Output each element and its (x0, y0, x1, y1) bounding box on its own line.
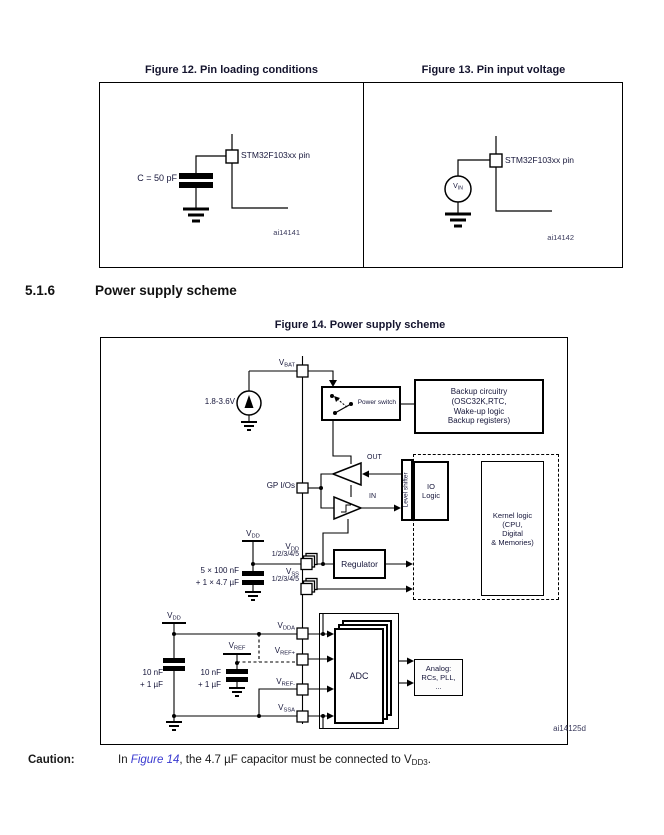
adc-box: ADC (334, 628, 384, 724)
decoupling-caps-label-2: + 1 × 4.7 µF (195, 578, 239, 587)
capacitor (163, 571, 264, 682)
io-buffers (333, 463, 361, 519)
vdda-label: $V_{DDA}$ (277, 621, 295, 632)
vref-rail-label: $V_{REF}$ (228, 641, 246, 652)
regulator-box: Regulator (333, 549, 386, 579)
vrefp-label: $V_{REF+}$ (274, 646, 295, 657)
vdd-rail-label: $V_{DD}$ (246, 529, 260, 540)
ground-icon (183, 209, 209, 221)
vin-label: $V_{IN}$ (453, 183, 463, 192)
cap-b-label-2: + 1 µF (197, 680, 221, 689)
rail-bars (162, 541, 264, 654)
pin-label: STM32F103xx pin (505, 155, 574, 165)
caution-text: In Figure 14, the 4.7 µF capacitor must be connected to $V_{DD3}$. (118, 754, 431, 767)
backup-circuitry-box: Backup circuitry (OSC32K,RTC, Wake-up logic Backup registers) (414, 379, 544, 434)
vrefm-label: $V_{REF-}$ (276, 677, 295, 688)
section-title: Power supply scheme (95, 283, 237, 298)
vdd-rail2-label: $V_{DD}$ (167, 611, 181, 622)
figure14-frame (100, 337, 586, 745)
source-voltage-label: 1.8-3.6V (204, 397, 235, 406)
wires (196, 134, 288, 209)
out-label: OUT (367, 454, 382, 461)
figure13-frame (364, 82, 623, 268)
caution-label: Caution: (28, 754, 75, 766)
figure12-tag: ai14141 (273, 228, 300, 237)
figure14-link[interactable]: Figure 14 (130, 754, 180, 766)
ground-icon (445, 214, 471, 226)
vbat-label: $V_{BAT}$ (278, 358, 295, 369)
power-switch-label: Power switch (357, 399, 396, 406)
figure13-circuit (364, 83, 621, 267)
figure14-title: Figure 14. Power supply scheme (274, 319, 446, 331)
figure13-title: Figure 13. Pin input voltage (421, 64, 566, 76)
vdd-pin-label: $V_{DD}$ (285, 542, 299, 553)
cap-a-label-1: 10 nF (142, 668, 163, 677)
decoupling-caps-label-1: 5 × 100 nF (200, 566, 239, 575)
section-number: 5.1.6 (25, 283, 56, 298)
analog-box: Analog: RCs, PLL, ... (414, 659, 463, 696)
figure12-frame (99, 82, 364, 268)
capacitor (179, 173, 213, 188)
vssa-label: $V_{SSA}$ (278, 703, 295, 714)
kernel-logic-box: Kernel logic (CPU, Digital & Memories) (481, 461, 544, 596)
figure14-tag: ai14125d (553, 724, 586, 733)
gpio-label: GP I/Os (266, 481, 295, 490)
power-switch-box (321, 386, 401, 421)
level-shifter-box: Level shifter (401, 459, 413, 521)
pin-square (490, 154, 502, 167)
vdd-pin-numbers: 1/2/3/4/5 (271, 551, 299, 558)
vss-pin-label: $V_{SS}$ (285, 567, 299, 578)
io-logic-box: IO Logic (413, 461, 449, 521)
wires (458, 136, 552, 214)
cap-b-label-1: 10 nF (200, 668, 221, 677)
in-label: IN (369, 493, 376, 500)
figure13-tag: ai14142 (547, 233, 574, 242)
cap-a-label-2: + 1 µF (139, 680, 163, 689)
vss-pin-numbers: 1/2/3/4/5 (271, 576, 299, 583)
pin-label: STM32F103xx pin (241, 150, 310, 160)
pin-square (226, 150, 238, 163)
cap-value-label: C = 50 pF (137, 173, 177, 183)
pin-squares (297, 365, 317, 722)
figure12-title: Figure 12. Pin loading conditions (145, 64, 318, 76)
